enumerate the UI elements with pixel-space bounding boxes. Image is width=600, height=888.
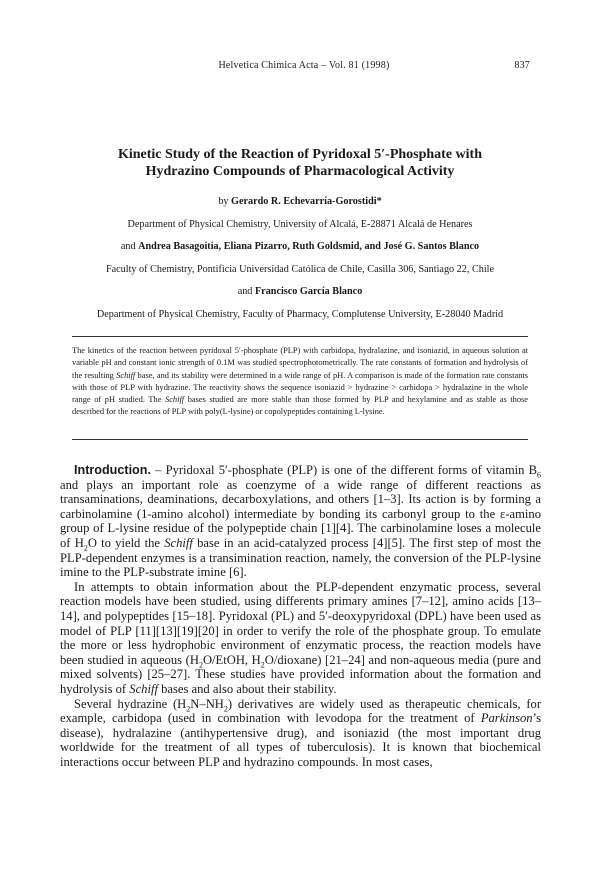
author-name: Gerardo R. Echevarría-Gorostidi* [231,196,382,207]
paragraph-2: In attempts to obtain information about the PLP-dependent enzymatic process, several reaction models have been studied, using differents primary amines [7–12], amino acids [13–14], and polypeptides [15–18]. Pyridoxal (PL) and 5′-deoxypyridoxal (DPL) have been used as model of PLP [11][13][19][20] in order to verify the role of the phosphate group. To emulate the more or less hydrophobic environment of enzymatic process, the reaction models have been studied in aqueous ($H_2O$/EtOH, $H_2O/dioxane$) [21–24] and non-aqueous media (pure and mixed solvents) [25–27]. These studies have provided information about the formation and hydrolysis of Schiff bases and also about their stability. [60,579,541,696]
byline-2 [40,241,560,253]
affiliation-3: Department of Physical Chemistry, Faculty of Pharmacy, Complutense University, E-28040 Madrid [96,309,504,320]
abstract-text: The kinetics of the reaction between pyridoxal 5′-phosphate (PLP) with carbidopa, hydralazine, and isoniazid, in aqueous solution at variable pH and constant ionic strength of 0.1M was studied spectrophotometrically. The rate constants of formation and hydrolysis of the resulting Schiff base, and its stability were determined in a wide range of pH. A comparison is made of the formation rate constants with those of PLP with hydrazine. The reactivity shows the sequence isoniazid > hydrazine > carbidopa > hydralazine in the whole range of pH studied. The Schiff bases studied are more stable than those formed by PLP and hexylamine and as stable as those described for the reactions of PLP with poly(L-lysine) or copolypeptides containing L-lysine. [72,346,529,417]
affiliation-1: Department of Physical Chemistry, University of Alcalá, E-28871 Alcalá de Henares [127,219,473,230]
paragraph-1: Introduction. – Pyridoxal 5′-phosphate (PLP) is one of the different forms of vitamin $B_6$ and plays an important role as coenzyme of a wide range of different reactions as transaminations, deaminations, decarboxylations, and others [1–3]. Its action is by forming a carbinolamine (1-amino alcohol) intermediate by bonding its carbonyl group to the ε-amino group of L-lysine residue of the polypeptide chain [1][4]. The carbinolamine loses a molecule of $H_2O$ to yield the Schiff base in an acid-catalyzed process [4][5]. The first step of most the PLP-dependent enzymes is a transimination reaction, namely, the conversion of the PLP-lysine imine to the PLP-substrate imine [6]. [60,463,541,580]
title-line-2: Hydrazino Compounds of Pharmacological Activity [145,164,455,179]
byline-prefix: and [120,241,136,252]
section-heading: Introduction. [74,463,151,477]
abstract-top-rule [72,336,528,337]
article-title [60,146,540,180]
byline-1 [40,196,560,208]
author-block [40,196,560,331]
affiliation-2: Faculty of Chemistry, Pontificia Universidad Católica de Chile, Casilla 306, Santiago 22, Chile [105,264,495,275]
abstract [72,345,528,419]
abstract-bottom-rule [72,439,528,440]
author-name: Andrea Basagoitia, Eliana Pizarro, Ruth Goldsmid, and José G. Santos Blanco [138,241,480,252]
journal-citation: Helvetica Chimica Acta – Vol. 81 (1998) [218,60,390,71]
paragraph-3: Several hydrazine $(H_2N-NH_2)$ derivatives are widely used as therapeutic chemicals, for example, carbidopa (used in combination with levodopa for the treatment of Parkinson’s disease), hydralazine (antihypertensive drug), and isoniazid (the most important drug worldwide for the treatment of all types of tuberculosis). It is known that biochemical interactions occur between PLP and hydrazino compounds. In most cases, [60,696,542,769]
page-number: 837 [514,60,530,71]
byline-3 [40,286,560,298]
byline-prefix: by [218,196,229,207]
author-name: Francisco García Blanco [254,286,363,297]
body-text [60,463,541,769]
title-line-1: Kinetic Study of the Reaction of Pyridoxal 5′-Phosphate with [117,147,483,162]
byline-prefix: and [237,286,253,297]
running-header [78,60,530,76]
